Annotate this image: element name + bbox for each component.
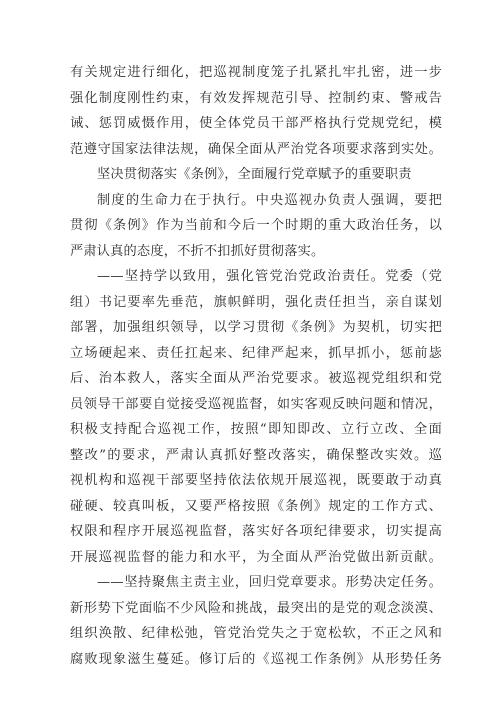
text-line: 积极支持配合巡视工作，按照“即知即改、立行立改、全面 bbox=[70, 422, 442, 437]
text-line: 碰硬、较真叫板，又要严格按照《条例》规定的工作方式、 bbox=[70, 498, 442, 514]
text-line: 开展巡视监督的能力和水平，为全面从严治党做出新贡献。 bbox=[70, 549, 442, 565]
text-line: 组织涣散、纪律松弛，管党治党失之于宽松软，不正之风和 bbox=[70, 626, 442, 641]
text-line: 组）书记要率先垂范，旗帜鲜明，强化责任担当，亲自谋划 bbox=[70, 294, 442, 310]
text-line: 整改”的要求，严肃认真抓好整改落实，确保整改实效。巡 bbox=[70, 447, 442, 463]
text-line: 制度的生命力在于执行。中央巡视办负责人强调，要把 bbox=[97, 192, 442, 208]
text-line: 立场硬起来、责任扛起来、纪律严起来，抓早抓小，惩前毖 bbox=[70, 345, 442, 361]
text-line: 诫、惩罚威慑作用，使全体党员干部严格执行党规党纪，模 bbox=[70, 116, 442, 131]
text-line: 有关规定进行细化，把巡视制度笼子扎紧扎牢扎密，进一步 bbox=[70, 65, 442, 80]
text-line: 腐败现象滋生蔓延。修订后的《巡视工作条例》从形势任务 bbox=[70, 651, 442, 667]
text-line: 范遵守国家法律法规，确保全面从严治党各项要求落到实处。 bbox=[70, 141, 442, 157]
section-heading: 坚决贯彻落实《条例》，全面履行党章赋予的重要职责 bbox=[97, 167, 412, 182]
text-line: 员领导干部要自觉接受巡视监督，如实客观反映问题和情况， bbox=[70, 396, 442, 412]
text-line: 新形势下党面临不少风险和挑战，最突出的是党的观念淡漠、 bbox=[70, 600, 442, 616]
text-line: 权限和程序开展巡视监督，落实好各项纪律要求，切实提高 bbox=[70, 524, 442, 539]
text-line: 部署，加强组织领导，以学习贯彻《条例》为契机，切实把 bbox=[70, 320, 442, 335]
body-text bbox=[70, 60, 442, 672]
text-line: 严肃认真的态度，不折不扣抓好贯彻落实。 bbox=[70, 243, 325, 259]
text-line: 强化制度刚性约束，有效发挥规范引导、控制约束、警戒告 bbox=[70, 90, 442, 106]
text-line: 后、治本救人，落实全面从严治党要求。被巡视党组织和党 bbox=[70, 371, 442, 386]
text-line: 贯彻《条例》作为当前和今后一个时期的重大政治任务，以 bbox=[70, 218, 442, 233]
text-line: ——坚持学以致用，强化管党治党政治责任。党委（党 bbox=[97, 269, 442, 284]
text-line: ——坚持聚焦主责主业，回归党章要求。形势决定任务。 bbox=[97, 575, 442, 590]
text-line: 视机构和巡视干部要坚持依法依规开展巡视，既要敢于动真 bbox=[70, 473, 442, 488]
